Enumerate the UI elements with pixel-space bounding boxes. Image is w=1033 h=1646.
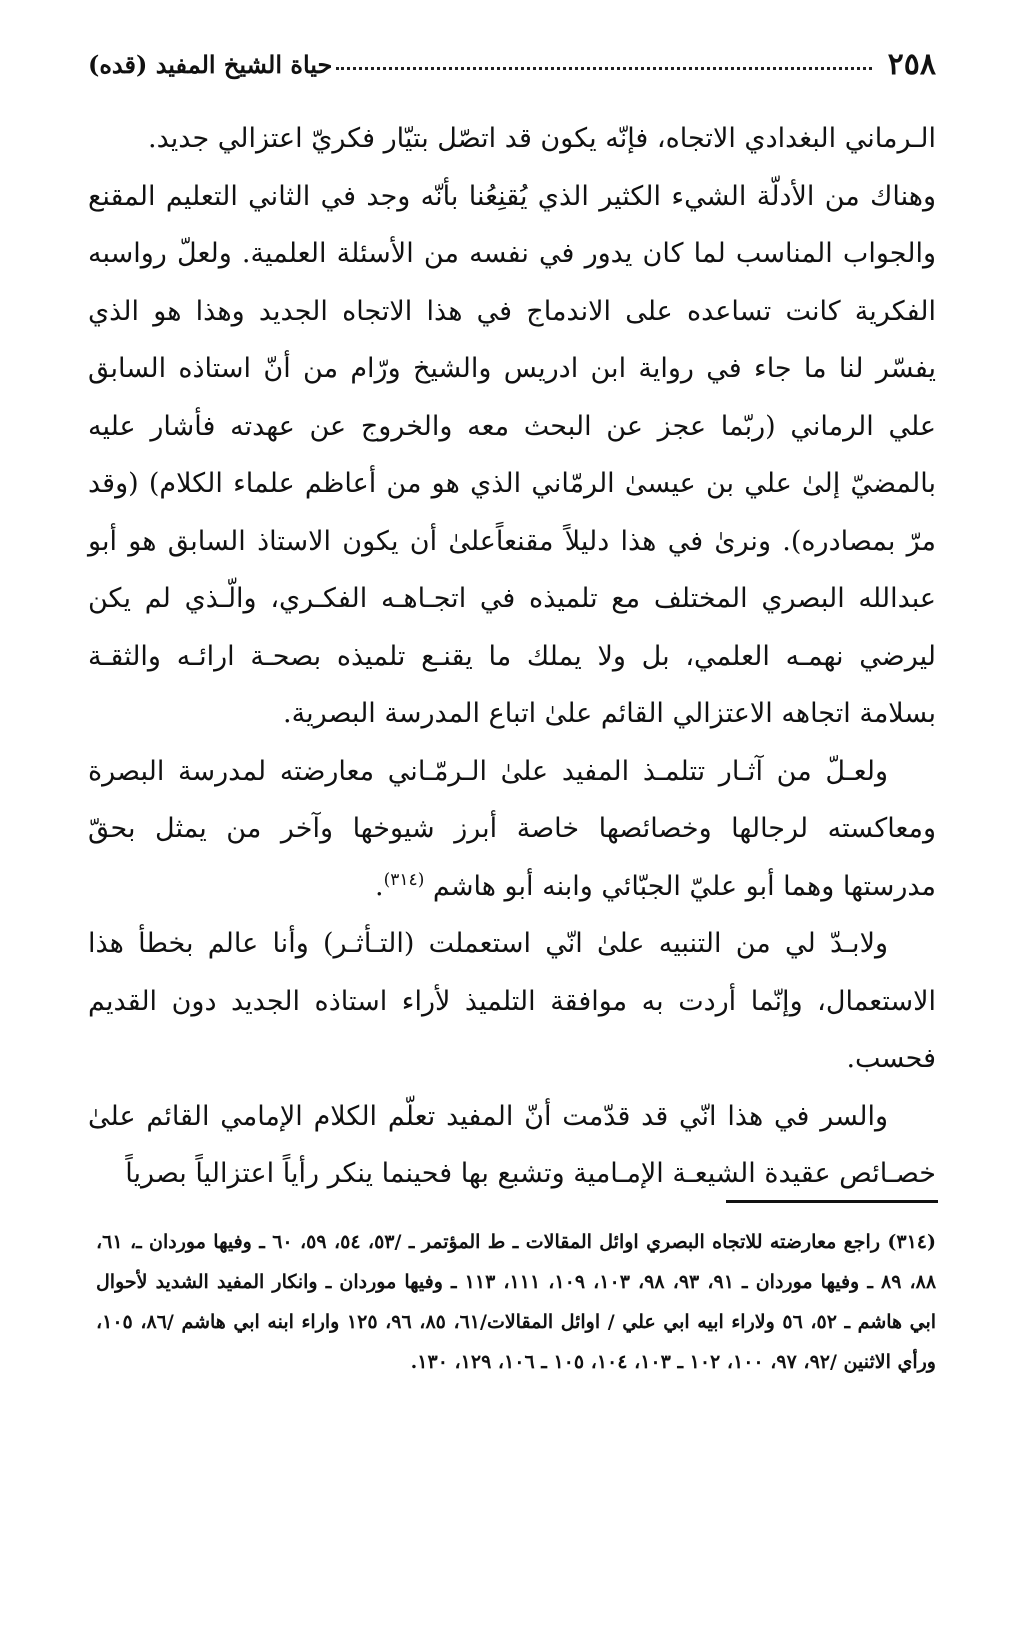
page-number: ٢٥٨ bbox=[887, 46, 936, 82]
body-text bbox=[88, 110, 936, 1203]
running-title: حياة الشيخ المفيد (قده) bbox=[88, 49, 333, 79]
paragraph-3 bbox=[88, 743, 936, 916]
paragraph-4: ولابـدّ لي من التنبيه علىٰ انّي استعملت (التـأثـر) وأنا عالم بخطأ هذا الاستعمال، وإنّما أردت به موافقة التلميذ لأراء استاذه الجديد دون القديم فحسب. bbox=[88, 928, 936, 1074]
footnote-separator bbox=[726, 1200, 938, 1203]
running-head bbox=[88, 40, 936, 88]
paragraph-2: وهناك من الأدلّة الشيء الكثير الذي يُقنِعُنا بأنّه وجد في الثاني التعليم المقنع والجواب المناسب لما كان يدور في نفسه من الأسئلة العلمية. ولعلّ رواسبه الفكرية كانت تساعده على الاندماج في هذا الاتجاه الجديد وهذا هو الذي يفسّر لنا ما جاء في رواية ابن ادريس والشيخ ورّام من أنّ استاذه السابق علي الرماني (ربّما عجز عن البحث معه والخروج عن عهدته فأشار عليه بالمضيّ إلىٰ علي بن عيسىٰ الرمّاني الذي هو من أعاظم علماء الكلام) (وقد مرّ بمصادره). ونرىٰ في هذا دليلاً مقنعاًعلىٰ أن يكون الاستاذ السابق هو أبو عبدالله البصري المختلف مع تلميذه في اتجـاهـه الفكـري، والّـذي لم يكن ليرضي نهمـه العلمي، بل ولا يملك ما يقنـع تلميذه بصحـة ارائـه والثقـة بسلامة اتجاهه الاعتزالي القائم علىٰ اتباع المدرسة البصرية. bbox=[88, 180, 936, 729]
footnote-314: (٣١٤) راجع معارضته للاتجاه البصري اوائل المقالات ـ ط المؤتمر ـ /٥٣، ٥٤، ٥٩، ٦٠ ـ وفيها موردان ـ، ٦١، ٨٨، ٨٩ ـ وفيها موردان ـ ٩١، ٩٣، ٩٨، ١٠٣، ١٠٩، ١١١، ١١٣ ـ وفيها موردان ـ وانكار المفيد الشديد لأحوال ابي هاشم ـ ٥٢، ٥٦ ولاراء ابيه ابي علي / اوائل المقالات/٦١، ٨٥، ٩٦، ١٢٥ واراء ابنه ابي هاشم /٨٦، ١٠٥، ورأي الاثنين /٩٢، ٩٧، ١٠٠، ١٠٢ ـ ١٠٣، ١٠٤، ١٠٥ ـ ١٠٦، ١٢٩، ١٣٠. bbox=[96, 1231, 937, 1373]
footnote-reference[interactable]: (٣١٤) bbox=[383, 869, 425, 890]
paragraph-1: الـرماني البغدادي الاتجاه، فإنّه يكون قد اتصّل بتيّار فكريّ اعتزالي جديد. bbox=[148, 123, 936, 154]
dotted-leader bbox=[336, 67, 871, 70]
paragraph-5: والسر في هذا انّي قد قدّمت أنّ المفيد تعلّم الكلام الإمامي القائم علىٰ خصـائص عقيدة الشيعـة الإمـامية وتشبع بها فحينما ينكر رأياً اعتزالياً بصرياً bbox=[88, 1100, 936, 1189]
paragraph-3-end: . bbox=[375, 870, 384, 902]
paragraph-3-text: ولعـلّ من آثـار تتلمـذ المفيد علىٰ الـرمّـاني معارضته لمدرسة البصرة ومعاكسته لرجالها وخصائصها خاصة أبرز شيوخها وآخر من يمثل بحقّ مدرستها وهما أبو عليّ الجبّائي وابنه أبو هاشم bbox=[88, 755, 936, 902]
